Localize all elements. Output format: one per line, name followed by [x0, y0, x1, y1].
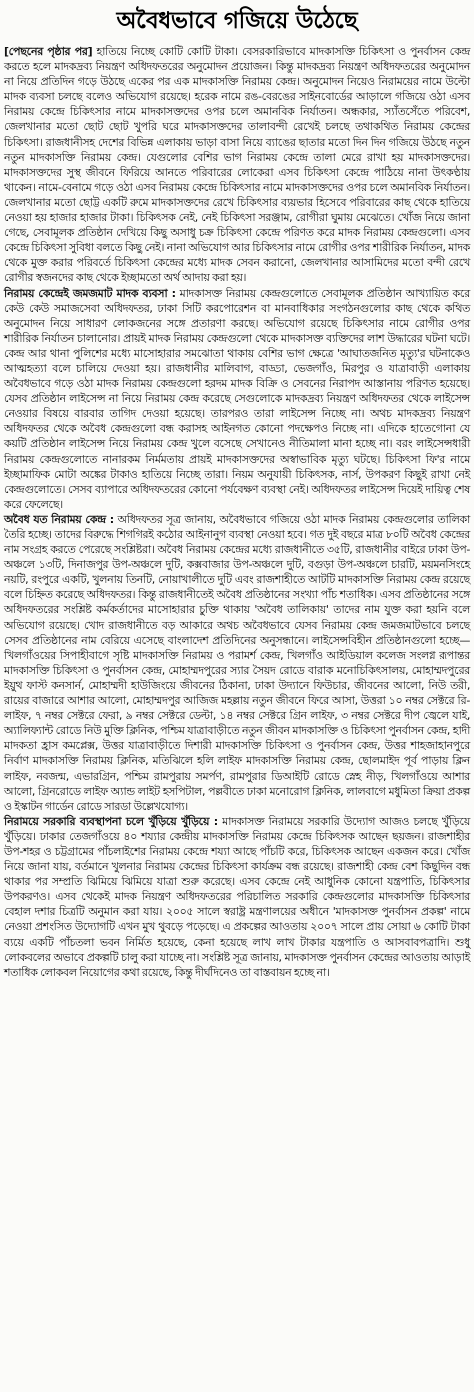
subheading-rehab-drug-trade: নিরাময় কেন্দ্রেই জমজমাট মাদক ব্যবসা : [4, 286, 176, 300]
article-paragraph-4 [4, 814, 470, 980]
article-paragraph-1 [4, 44, 470, 286]
article-paragraph-3 [4, 512, 470, 814]
paragraph-3-text: অধিদফতর সূত্র জানায়, অবৈধভাবে গজিয়ে ওঠা মাদক নিরাময় কেন্দ্রগুলোর তালিকা তৈরি হচ্ছে। তাদের বিরুদ্ধে শিগগিরই কঠোর আইনানুগ ব্যবস্থা নেওয়া হবে। গত দুই বছরে মাত্র ৮০টি অবৈধ কেন্দ্রের নাম সংগ্রহ করতে পেরেছে সংশ্লিষ্টরা। অবৈধ নিরাময় কেন্দ্রের মধ্যে রাজধানীতে ৩৫টি, রাজধানীর বাইরে ঢাকা উপ-অঞ্চলে ১৩টি, দিনাজপুর উপ-অঞ্চলে দুটি, কক্সবাজার উপ-অঞ্চলে দুটি, বগুড়া উপ-অঞ্চলে চারটি, ময়মনসিংহে নয়টি, রংপুরে একটি, খুলনায় তিনটি, নোয়াখালীতে দুটি এবং রাজশাহীতে আটটি মাদকাসক্তি নিরাময় কেন্দ্র রয়েছে বলে চিহ্নিত করেছে অধিদফতর। কিন্তু রাজধানীতেই অবৈধ প্রতিষ্ঠানের সংখ্যা পাঁচ শতাধিক। এসব প্রতিষ্ঠানের সঙ্গে অধিদফতরের সংশ্লিষ্ট কর্মকর্তাদের মাসোহারার চুক্তি থাকায় 'অবৈধ তালিকায়' তাদের নাম যুক্ত করা হয়নি বলে অভিযোগ রয়েছে। খোদ রাজধানীতে বড় আকারে অথচ অবৈধভাবে যেসব নিরাময় কেন্দ্র জমজমাটভাবে চলছে সেসব প্রতিষ্ঠানের নাম বেরিয়ে এসেছে বাংলাদেশ প্রতিদিনের অনুসন্ধানে। লাইসেন্সবিহীন প্রতিষ্ঠানগুলো হচ্ছে— খিলগাঁওয়ের সিপাহীবাগে সৃষ্টি মাদকাসক্তি নিরাময় ও পরামর্শ কেন্দ্র, খিলগাঁও আইডিয়াল কলেজ সংলগ্ন রূপান্তর মাদকাসক্তি চিকিৎসা ও পুনর্বাসন কেন্দ্র, মোহাম্মদপুরের স্যার সৈয়দ রোডে বারাক মনোচিকিৎসালয়, মোহাম্মদপুরের ইয়ুথ ফাস্ট কনসার্ন, মোহাম্মদী হাউজিংয়ে জীবনের ঠিকানা, ঢাকা উদ্যানে ফিউচার, জীবনের আলো, নিউ তরী, রায়ের বাজারে আশার আলো, মোহাম্মদপুর আজিজ মহল্লায় নতুন জীবনে ফিরে আসা, উত্তরা ১০ নম্বর সেক্টরে রি-লাইফ, ৭ নম্বর সেক্টরে ফেরা, ৯ নম্বর সেক্টরে ডেল্টা, ১৪ নম্বর সেক্টরে গ্রিন লাইফ, ৩ নম্বর সেক্টরে দীপ জ্বেলে যাই, অ্যালিফ্যান্ট রোডে নিউ মুক্তি ক্লিনিক, পশ্চিম যাত্রাবাড়ীতে নতুন জীবন মাদকাসক্তি ও চিকিৎসা পুনর্বাসন কেন্দ্র, হাদী মাদকতা হ্রাস কমপ্লেক্স, উত্তর যাত্রাবাড়ীতে দিশারী মাদকাসক্তি চিকিৎসা ও পুনর্বাসন কেন্দ্র, উত্তর শাহজাহানপুরে নির্বাণ মাদকাসক্তি নিরাময় ক্লিনিক, মতিঝিলে হলি লাইফ মাদকাসক্তি নিরাময় কেন্দ্র, ছোলমাইদ পূর্ব পাড়ায় ক্লিন লাইফ, নবজন্ম, এভারগ্রিন, পশ্চিম রামপুরায় সমর্পণ, রামপুরার ডিআইটি রোডে স্নেহ নীড়, খিলগাঁওয়ে আশার আলো, গ্রিনরোডে লাইফ অ্যান্ড লাইট হসপিটাল, পল্লবীতে ঢাকা মনোরোগ ক্লিনিক, লালবাগে মধুমিতা ক্রিয়া প্রকল্প ও ইস্কাটন গার্ডেন রোডে সারডা উল্লেখযোগ্য। [4, 512, 470, 813]
continued-from-back-page-label: [পেছনের পৃষ্ঠার পর] [4, 45, 93, 58]
paragraph-4-text: মাদকাসক্ত নিরাময়ে সরকারি উদ্যোগ আজও চলছে খুঁড়িয়ে খুঁড়িয়ে। ঢাকার তেজগাঁওয়ে ৪০ শয্যার কেন্দ্রীয় মাদকাসক্তি নিরাময় কেন্দ্রে চিকিৎসক আছেন ছয়জন। রাজশাহীর উপ-শহর ও চট্টগ্রামের পাঁচলাইশের নিরাময় কেন্দ্রে শয্যা আছে পাঁচটি করে, চিকিৎসক আছেন একজন করে। খোঁজ নিয়ে জানা যায়, বর্তমানে খুলনার নিরাময় কেন্দ্রের চিকিৎসা কার্যক্রম বন্ধ রয়েছে। রাজশাহী কেন্দ্র বেশ কিছুদিন বন্ধ থাকার পর সম্প্রতি ঝিমিয়ে ঝিমিয়ে যাত্রা শুরু করেছে। এসব কেন্দ্রে নেই আধুনিক কোনো যন্ত্রপাতি, চিকিৎসার উপকরণও। এসব থেকেই মাদক নিয়ন্ত্রণ অধিদফতরের পরিচালিত সরকারি কেন্দ্রগুলোর মাদকাসক্তি চিকিৎসার বেহাল দশার চিত্রটি অনুমান করা যায়। ২০০৫ সালে স্বরাষ্ট্র মন্ত্রণালয়ের অধীনে 'মাদকাসক্ত পুনর্বাসন প্রকল্প' নামে নেওয়া প্রশংসিত উদ্যোগটি এখন মুখ থুবড়ে পড়েছে। এ প্রকল্পের আওতায় ২০০৭ সালে প্রায় সোয়া ৬ কোটি টাকা ব্যয়ে একটি পাঁচতলা ভবন নির্মিত হয়েছে, কেনা হয়েছে লাখ লাখ টাকার যন্ত্রপাতি ও আসবাবপত্রাদি। শুধু লোকবলের অভাবে প্রকল্পটি চালু করা যাচ্ছে না। সংশ্লিষ্ট সূত্র জানায়, মাদকাসক্ত পুনর্বাসন কেন্দ্রের আওতায় আড়াই শতাধিক লোকবল নিয়োগের কথা রয়েছে, কিন্তু দীর্ঘদিনেও তা বাস্তবায়ন হচ্ছে না। [4, 814, 470, 979]
subheading-illegal-centres: অবৈধ যত নিরাময় কেন্দ্র : [4, 512, 114, 526]
article-body [4, 44, 470, 980]
article-paragraph-2 [4, 286, 470, 512]
paragraph-1-text: হাতিয়ে নিচ্ছে কোটি কোটি টাকা। বেসরকারিভাবে মাদকাসক্তি চিকিৎসা ও পুনর্বাসন কেন্দ্র করতে হলে মাদকদ্রব্য নিয়ন্ত্রণ অধিদফতরের অনুমোদন প্রয়োজন। কিন্তু মাদকদ্রব্য নিয়ন্ত্রণ অধিদফতরের অনুমোদন না নিয়ে প্রতিদিন গড়ে উঠছে একের পর এক মাদকাসক্তি নিরাময় কেন্দ্র। অনুমোদন নিয়েও নিরাময়ের নামে উল্টো মাদক ব্যবসা চলছে বলেও অভিযোগ রয়েছে। হরেক নামে রঙ-বেরঙের সাইনবোর্ডের আড়ালে গজিয়ে ওঠা এসব নিরাময় কেন্দ্রে চিকিৎসার নামে মাদকাসক্তদের ওপর চলে অমানবিক নির্যাতন। অন্ধকার, স্যাঁতসেঁতে পরিবেশ, জেলখানার মতো ছোট ছোট খুপরি ঘরে মাদকাসক্তদের তালাবন্দী রেখেই চলছে তথাকথিত নিরাময় কেন্দ্রের চিকিৎসা। রাজধানীসহ দেশের বিভিন্ন এলাকায় ভাড়া বাসা নিয়ে ব্যাঙের ছাতার মতো দিন দিন গজিয়ে উঠছে নতুন নতুন মাদকাসক্তি নিরাময় কেন্দ্র। যেগুলোর বেশির ভাগ নিরাময় কেন্দ্রে তালা মেরে রাখা হয় মাদকাসক্তদের। মাদকাসক্তদের সুস্থ জীবনে ফিরিয়ে আনতে পরিবারের লোকেরা এসব চিকিৎসা কেন্দ্রে পাঠিয়ে নানা উৎকণ্ঠায় থাকেন। নামে-বেনামে গড়ে ওঠা এসব নিরাময় কেন্দ্রে চিকিৎসার নামে মাদকাসক্তদের ওপর চলে অমানবিক নির্যাতন। জেলখানার মতো ছোট্ট একটি রুমে মাদকাসক্তদের রেখে চিকিৎসার ব্যয়ভার হিসেবে পরিবারের কাছ থেকে হাতিয়ে নেওয়া হয় হাজার হাজার টাকা। চিকিৎসক নেই, নেই চিকিৎসা সরঞ্জাম, রোগীরা ঘুমায় মেঝেতে। খোঁজ নিয়ে জানা গেছে, সেবামূলক প্রতিষ্ঠান দেখিয়ে কিছু অসাধু চক্র চিকিৎসা কেন্দ্রে পরিণত করে মাদক নিরাময় কেন্দ্রগুলো। এসব কেন্দ্রে চিকিৎসা সুবিধা বলতে কিছু নেই। নানা অভিযোগ আর চিকিৎসার নামে রোগীর ওপর শারীরিক নির্যাতন, মাদক থেকে মুক্ত করার পরিবর্তে চিকিৎসা কেন্দ্রের মধ্যে মাদক সেবন করানো, জেলখানার আসামিদের মতো বন্দী রেখে রোগীর স্বজনদের কাছ থেকে ইচ্ছামতো অর্থ আদায় করা হয়। [4, 45, 470, 285]
article-headline: অবৈধভাবে গজিয়ে উঠেছে [116, 8, 358, 34]
subheading-government-management: নিরাময়ে সরকারি ব্যবস্থাপনা চলে খুঁড়িয়ে খুঁড়িয়ে : [4, 814, 218, 828]
paragraph-2-text: মাদকাসক্ত নিরাময় কেন্দ্রগুলোতে সেবামূলক প্রতিষ্ঠান আখ্যায়িত করে কেউ কেউ সমাজসেবা অধিদফতর, ঢাকা সিটি করপোরেশন বা মানবাধিকার সংগঠনগুলোর কাছ থেকে কথিত অনুমোদন নিয়ে সাধারণ লোকজনের সঙ্গে প্রতারণা করছে। অভিযোগ রয়েছে চিকিৎসার নামে রোগীর ওপর শারীরিক নির্যাতন চালানোর। প্রায়ই মাদক নিরাময় কেন্দ্রগুলো থেকে মাদকাসক্ত ব্যক্তিদের লাশ উদ্ধারের ঘটনা ঘটে। কেন্দ্র আর থানা পুলিশের মধ্যে মাসোহারার সমঝোতা থাকায় বেশির ভাগ ক্ষেত্রে 'আঘাতজনিত মৃত্যু'র ঘটনাকেও আত্মহত্যা বলে চালিয়ে দেওয়া হয়। রাজধানীর মালিবাগ, বাড্ডা, ভেজগাঁও, মিরপুর ও যাত্রাবাড়ী এলাকায় অবৈধভাবে গড়ে ওঠা মাদক নিরাময় কেন্দ্রগুলো হরদম মাদক বিক্রি ও সেবনের নিরাপদ আস্তানায় পরিণত হয়েছে। যেসব প্রতিষ্ঠান লাইসেন্স না নিয়ে নিরাময় কেন্দ্র করেছে সেগুলোকে মাদকদ্রব্য নিয়ন্ত্রণ অধিদফতর থেকে লাইসেন্স নেওয়ার বিষয়ে বারবার তাগিদ দেওয়া হয়েছে। তারপরও তারা লাইসেন্স নিচ্ছে না। অথচ মাদকদ্রব্য নিয়ন্ত্রণ অধিদফতর থেকে অবৈধ কেন্দ্রগুলো বন্ধ করাসহ আইনগত কোনো পদক্ষেপও নিচ্ছে না। এদিকে হাতেগোনা যে কয়টি প্রতিষ্ঠান লাইসেন্স নিয়ে নিরাময় কেন্দ্র খুলে বসেছে সেখানেও নীতিমালা মানা হচ্ছে না। বরং লাইসেন্সধারী নিরাময় কেন্দ্রগুলোতে নানারকম নির্মমতায় প্রায়ই মাদকাসক্তদের অস্বাভাবিক মৃত্যু ঘটছে। চিকিৎসা ফি'র নামে ইচ্ছামাফিক মোটা অঙ্কের টাকাও হাতিয়ে নিচ্ছে তারা। নিয়ম অনুযায়ী চিকিৎসক, নার্স, উপকরণ কিছুই রাখা নেই কেন্দ্রগুলোতে। সেসব ব্যাপারে অধিদফতরের কোনো পর্যবেক্ষণ ব্যবস্থা নেই। অধিদফতর লাইসেন্স দিয়েই দায়িত্ব শেষ করে ফেলেছে। [4, 286, 470, 511]
